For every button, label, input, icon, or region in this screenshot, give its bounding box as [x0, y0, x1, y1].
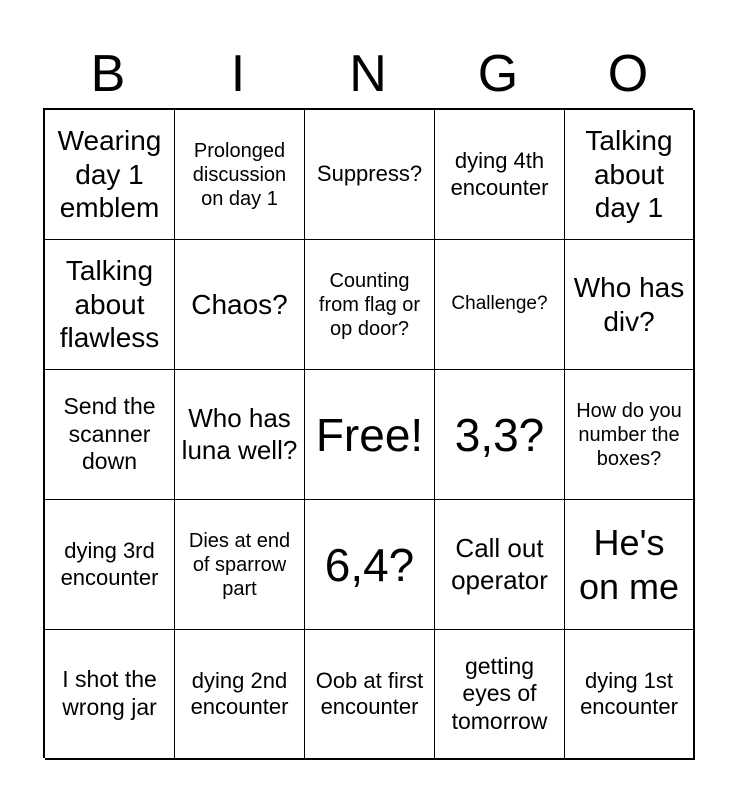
- bingo-cell[interactable]: Call out operator: [435, 500, 565, 630]
- header-letter-n: N: [349, 45, 387, 103]
- bingo-cell[interactable]: Dies at end of sparrow part: [175, 500, 305, 630]
- free-space-cell[interactable]: Free!: [305, 370, 435, 500]
- bingo-cell[interactable]: Suppress?: [305, 110, 435, 240]
- bingo-cell[interactable]: Challenge?: [435, 240, 565, 370]
- bingo-board: [43, 108, 693, 758]
- header-letter-o: O: [607, 45, 649, 103]
- bingo-cell[interactable]: 3,3?: [435, 370, 565, 500]
- bingo-cell[interactable]: dying 3rd encounter: [45, 500, 175, 630]
- header-letter-g: G: [477, 45, 519, 103]
- bingo-cell[interactable]: How do you number the boxes?: [565, 370, 695, 500]
- bingo-cell[interactable]: I shot the wrong jar: [45, 630, 175, 760]
- header-letter-i: I: [230, 45, 246, 103]
- bingo-cell[interactable]: getting eyes of tomorrow: [435, 630, 565, 760]
- bingo-cell[interactable]: Oob at first encounter: [305, 630, 435, 760]
- bingo-cell[interactable]: Talking about day 1: [565, 110, 695, 240]
- bingo-cell[interactable]: Who has div?: [565, 240, 695, 370]
- bingo-cell[interactable]: dying 2nd encounter: [175, 630, 305, 760]
- bingo-cell[interactable]: Chaos?: [175, 240, 305, 370]
- bingo-cell[interactable]: Talking about flawless: [45, 240, 175, 370]
- bingo-header: [43, 40, 693, 108]
- bingo-cell[interactable]: Who has luna well?: [175, 370, 305, 500]
- bingo-cell[interactable]: 6,4?: [305, 500, 435, 630]
- bingo-cell[interactable]: Prolonged discussion on day 1: [175, 110, 305, 240]
- header-letter-b: B: [90, 45, 126, 103]
- bingo-cell[interactable]: He's on me: [565, 500, 695, 630]
- bingo-cell[interactable]: Counting from flag or op door?: [305, 240, 435, 370]
- bingo-cell[interactable]: dying 4th encounter: [435, 110, 565, 240]
- bingo-cell[interactable]: Send the scanner down: [45, 370, 175, 500]
- bingo-cell[interactable]: dying 1st encounter: [565, 630, 695, 760]
- bingo-cell[interactable]: Wearing day 1 emblem: [45, 110, 175, 240]
